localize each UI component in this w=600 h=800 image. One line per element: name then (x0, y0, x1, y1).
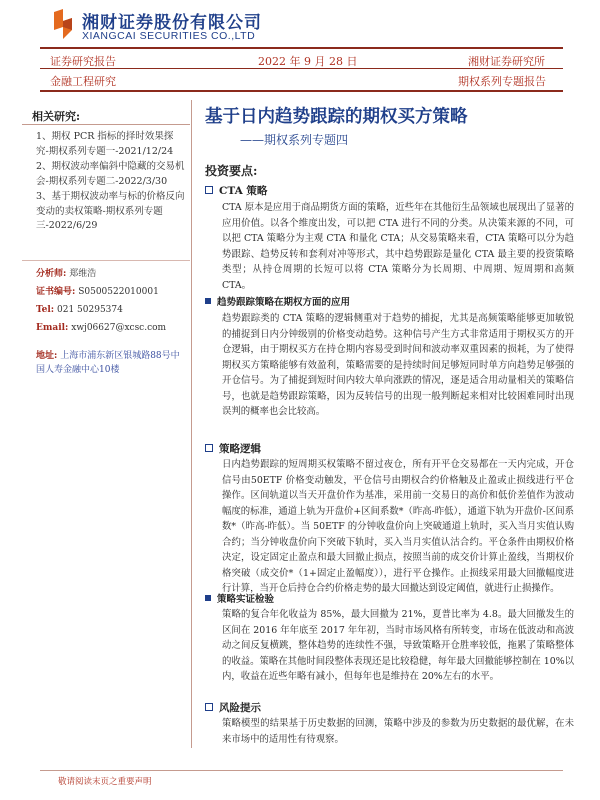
report-subtitle: ——期权系列专题四 (240, 133, 349, 147)
analyst-line: 分析师: 郑维浩 (36, 269, 97, 279)
header-rule-bottom (40, 90, 563, 92)
related-item-1[interactable]: 1、期权 PCR 指标的择时效果探究-期权系列专题一-2021/12/24 (36, 131, 174, 157)
company-name-en: XIANGCAI SECURITIES CO.,LTD (82, 30, 256, 42)
analyst-name: 郑维浩 (69, 269, 97, 279)
section-cta-heading: CTA 策略 (205, 183, 267, 198)
header-row-2 (40, 73, 563, 87)
sidebar (22, 100, 192, 748)
cert-line: 证书编号: S0500522010001 (36, 287, 159, 297)
series-name: 期权系列专题报告 (458, 75, 546, 88)
report-date: 2022 年 9 月 28 日 (258, 55, 358, 68)
institute: 湘财证券研究所 (468, 55, 545, 68)
tel-line: Tel: 021 50295374 (36, 305, 123, 315)
investment-points-heading: 投资要点: (205, 164, 258, 178)
header-rule-mid (40, 68, 563, 69)
report-type: 证券研究报告 (50, 55, 116, 68)
email-line: Email: xwj06627@xcsc.com (36, 323, 167, 333)
address-text: 上海市浦东新区银城路88号中国人寿金融中心10楼 (36, 351, 180, 375)
related-research-heading: 相关研究: (32, 110, 81, 123)
tel-number: 021 50295374 (57, 305, 123, 315)
section-backtest-text: 策略的复合年化收益为 85%，最大回撤为 21%，夏普比率为 4.8。最大回撤发生的区间在 2016 年年底至 2017 年年初，当时市场风格有所转变，市场在低波动和高波动之间反复横跳，整体趋势的连续性不强，导致策略开仓胜率较低，拖累了策略整体的收益。策略在其他时间段整体表现还是比较稳健，每年最大回撤能够控制在 10%以内，收益在近些年略有减小，但每年也是维持在 20%左右的水平。 (222, 609, 574, 682)
section-backtest-heading: 策略实证检验 (205, 591, 274, 605)
cert-number: S0500522010001 (78, 287, 159, 297)
square-bullet-icon (205, 595, 211, 601)
category: 金融工程研究 (50, 75, 116, 88)
section-cta-text: CTA 原本是应用于商品期货方面的策略，近些年在其他衍生品领域也展现出了显著的应用价值。以各个维度出发，可以把 CTA 进行不同的分类。从决策来源的不同，可以把 CTA 策略分为主观 CTA 和量化 CTA；从交易策略来看，CTA 策略可以分为趋势跟踪、趋势反转和套利对冲等形式，其中趋势跟踪是量化 CTA 最主要的投资策略类型；从持仓周期的长短可以将 CTA 策略分为长周期、中周期、短周期和高频 CTA。 (222, 202, 574, 291)
logo-mark-icon (50, 8, 76, 40)
section-risk-heading: 风险提示 (205, 700, 261, 715)
section-logic-text: 日内趋势跟踪的短周期买权策略不留过夜仓，所有开平仓交易都在一天内完成，开仓信号由50ETF 价格变动触发，平仓信号由期权合约价格触及止盈或止损线进行平仓操作。区间轨道以当天开盘价作为基准，采用前一交易日的高价和低价差值作为波动幅度的标准，通道上轨为开盘价+区间系数*（昨高-昨低），通道下轨为开盘价-区间系数*（昨高-昨低）。当 50ETF 的分钟收盘价向上突破通道上轨时，买入当月实值认购合约；当分钟收盘价向下突破下轨时，买入当月实值认沽合约。平仓条件由期权价格决定，设定固定止盈点和最大回撤止损点，按照当前的成交价计算止盈线，当期权价格突破（成交价*（1+固定止盈幅度）），进行平仓操作。止损线采用最大回撤幅度进行计算，当开仓后持仓合约价格走势的最大回撤达到设定阈值，就进行止损操作。 (222, 459, 574, 594)
header-rule-top (40, 47, 563, 49)
footer-rule (40, 770, 563, 771)
email-address[interactable]: xwj06627@xcsc.com (71, 323, 167, 333)
company-name-cn: 湘财证券股份有限公司 (82, 13, 262, 33)
checkbox-square-icon (205, 444, 213, 452)
related-item-2[interactable]: 2、期权波动率偏斜中隐藏的交易机会-期权系列专题二-2022/3/30 (36, 161, 185, 187)
sidebar-divider (22, 260, 190, 261)
report-title: 基于日内趋势跟踪的期权买方策略 (205, 107, 468, 127)
square-bullet-icon (205, 298, 211, 304)
section-logic-heading: 策略逻辑 (205, 441, 261, 456)
footer-disclaimer[interactable]: 敬请阅读末页之重要声明 (58, 777, 152, 787)
checkbox-square-icon (205, 703, 213, 711)
sidebar-rule (22, 124, 190, 125)
address-line: 地址: 上海市浦东新区银城路88号中国人寿金融中心10楼 (36, 351, 180, 375)
section-risk-text: 策略模型的结果基于历史数据的回测，策略中涉及的参数为历史数据的最优解，在未来市场中的适用性有待观察。 (222, 718, 574, 745)
section-trend-text: 趋势跟踪类的 CTA 策略的逻辑侧重对于趋势的捕捉，尤其是高频策略能够更加敏锐的捕捉到日内分钟级别的价格变动趋势。这种信号产生方式非常适用于期权买方的开仓逻辑，由于期权买方在持仓期内容易受到时间和波动率双重因素的损耗，为了使得期权买方策略能够有效盈利，策略需要的是持续时间足够短同时单方向趋势足够强的开仓信号。为了捕捉到短时间内较大单向涨跌的情况，逐是适合用动量相关的策略信号，也就是趋势跟踪策略，因为反转信号的出现一般判断起来相对比较困难同时出现误判的概率也会比较高。 (222, 313, 574, 417)
checkbox-square-icon (205, 186, 213, 194)
section-trend-heading: 趋势跟踪策略在期权方面的应用 (205, 294, 350, 308)
header-row-1 (40, 53, 563, 67)
related-item-3[interactable]: 3、基于期权波动率与标的价格反向变动的卖权策略-期权系列专题三-2022/6/29 (36, 191, 185, 231)
